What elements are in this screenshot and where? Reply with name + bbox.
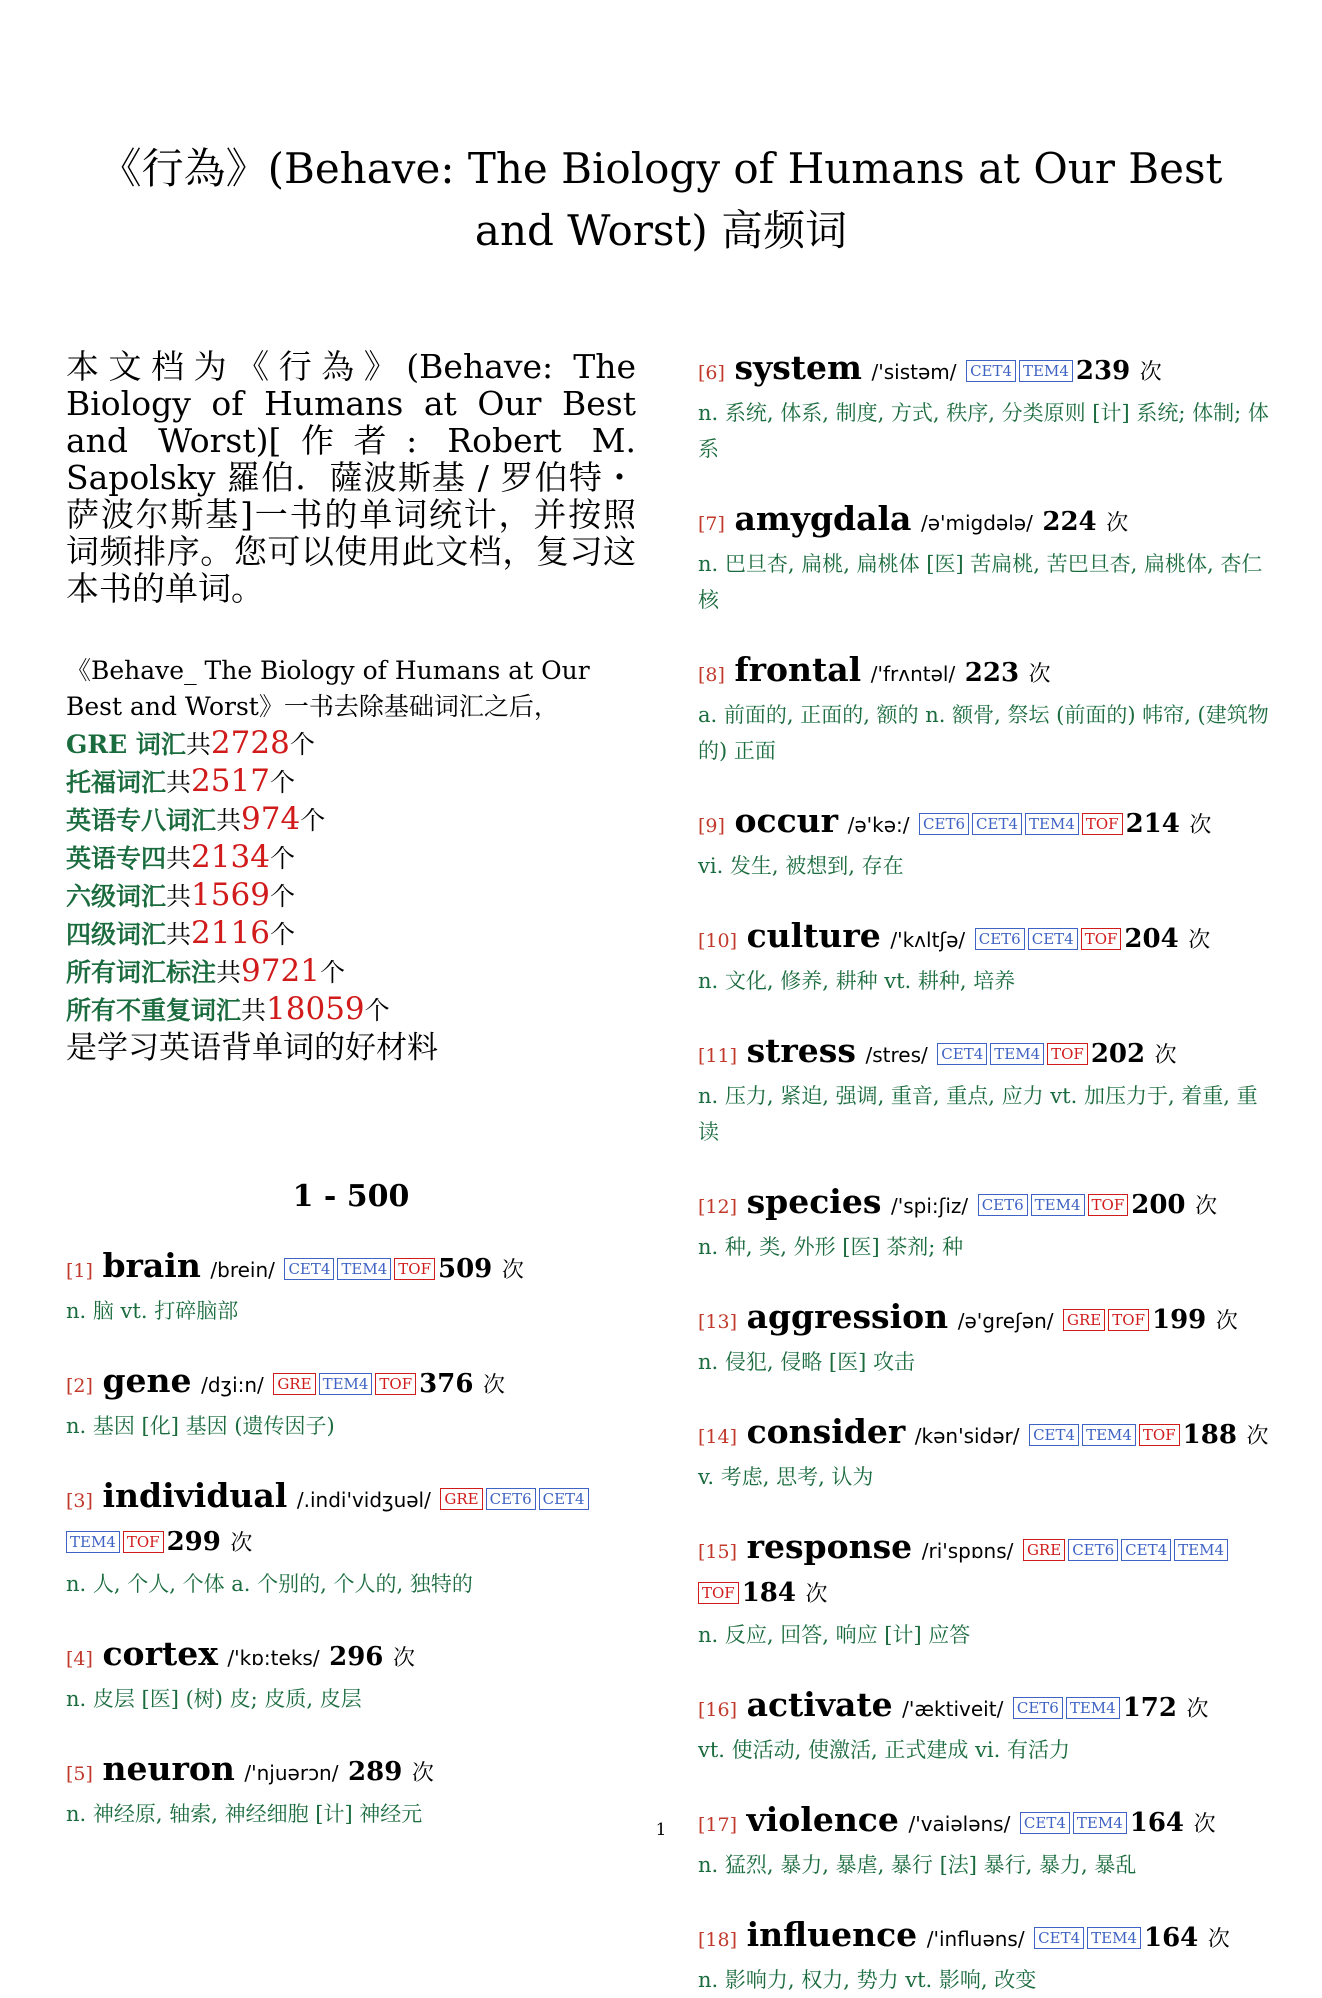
count-unit: 次 bbox=[1154, 1043, 1177, 1068]
entry-count: 184 bbox=[741, 1578, 796, 1608]
summary-count: 974 bbox=[241, 801, 301, 837]
summary-unit: 个 bbox=[364, 996, 390, 1025]
entry-definition: n. 猛烈, 暴力, 暴虐, 暴行 [法] 暴行, 暴力, 暴乱 bbox=[698, 1853, 1137, 1877]
summary-count: 18059 bbox=[266, 991, 365, 1027]
entry-phonetic: /.indi'vidʒuəl/ bbox=[296, 1488, 431, 1512]
entry-head bbox=[698, 801, 1272, 846]
level-tag: CET4 bbox=[1029, 1424, 1079, 1446]
word-entry bbox=[698, 801, 1272, 884]
level-tag: CET4 bbox=[1034, 1927, 1084, 1949]
summary-count: 9721 bbox=[241, 953, 320, 989]
entry-count: 509 bbox=[438, 1254, 493, 1284]
entry-count: 239 bbox=[1075, 356, 1131, 386]
entry-head bbox=[66, 1246, 636, 1291]
level-tag: CET4 bbox=[937, 1043, 987, 1065]
level-tag: TEM4 bbox=[1073, 1812, 1127, 1834]
summary-label: 所有不重复词汇 bbox=[66, 996, 242, 1025]
entry-head bbox=[698, 348, 1272, 393]
level-tag: CET4 bbox=[539, 1488, 589, 1510]
summary-label: 四级词汇 bbox=[66, 920, 167, 949]
page-title: 《行為》(Behave: The Biology of Humans at Our Best and Worst) 高频词 bbox=[99, 144, 1223, 255]
entry-definition: a. 前面的, 正面的, 额的 n. 额骨, 祭坛 (前面的) 帏帘, (建筑物的) 正面 bbox=[698, 703, 1269, 763]
word-entry bbox=[66, 1361, 636, 1444]
left-column bbox=[66, 348, 636, 1832]
word-entry bbox=[698, 1800, 1272, 1883]
entry-definition: n. 侵犯, 侵略 [医] 攻击 bbox=[698, 1350, 915, 1374]
entry-definition: n. 皮层 [医] (树) 皮; 皮质, 皮层 bbox=[66, 1687, 362, 1711]
summary-label: 英语专四 bbox=[66, 844, 167, 873]
count-unit: 次 bbox=[1246, 1424, 1269, 1449]
entry-count: 172 bbox=[1122, 1693, 1177, 1723]
entry-word: stress bbox=[746, 1031, 856, 1070]
summary-mid: 共 bbox=[166, 920, 192, 949]
summary-mid: 共 bbox=[216, 958, 242, 987]
entry-count: 224 bbox=[1042, 507, 1097, 537]
word-entry bbox=[66, 1634, 636, 1717]
entry-phonetic: /ri'spɒns/ bbox=[921, 1539, 1014, 1563]
word-entry bbox=[698, 499, 1272, 618]
count-unit: 次 bbox=[1195, 1194, 1218, 1219]
summary-label: GRE 词汇 bbox=[66, 730, 186, 759]
entry-head bbox=[698, 1412, 1272, 1457]
entry-head bbox=[698, 1031, 1272, 1076]
entry-phonetic: /'æktiveit/ bbox=[902, 1697, 1004, 1721]
entry-definition: n. 影响力, 权力, 势力 vt. 影响, 改变 bbox=[698, 1968, 1037, 1992]
summary-unit: 个 bbox=[269, 768, 295, 797]
summary-line bbox=[66, 725, 636, 763]
level-tag: TOF bbox=[1139, 1424, 1180, 1446]
level-tag: CET6 bbox=[978, 1194, 1028, 1216]
summary-label: 六级词汇 bbox=[66, 882, 167, 911]
entry-definition: n. 脑 vt. 打碎脑部 bbox=[66, 1299, 239, 1323]
entry-index: [13] bbox=[698, 1311, 738, 1333]
entry-phonetic: /'influəns/ bbox=[926, 1927, 1025, 1951]
summary-line bbox=[66, 801, 636, 839]
word-entry bbox=[698, 348, 1272, 467]
summary-line bbox=[66, 839, 636, 877]
entry-index: [5] bbox=[66, 1763, 93, 1785]
entry-phonetic: /stres/ bbox=[865, 1043, 928, 1067]
summary-unit: 个 bbox=[319, 958, 345, 987]
level-tag: CET6 bbox=[919, 813, 969, 835]
entry-phonetic: /'njuərɔn/ bbox=[244, 1761, 339, 1785]
summary-line bbox=[66, 953, 636, 991]
vocab-summary bbox=[66, 653, 636, 1067]
level-tag: CET6 bbox=[1013, 1697, 1063, 1719]
word-entry bbox=[698, 1527, 1272, 1653]
entry-index: [8] bbox=[698, 664, 725, 686]
summary-mid: 共 bbox=[216, 806, 242, 835]
entry-phonetic: /'kʌltʃə/ bbox=[890, 928, 966, 952]
word-entry bbox=[698, 916, 1272, 999]
count-unit: 次 bbox=[1193, 1812, 1216, 1837]
entry-index: [15] bbox=[698, 1541, 738, 1563]
summary-unit: 个 bbox=[269, 882, 295, 911]
entry-phonetic: /'vaiələns/ bbox=[908, 1812, 1011, 1836]
level-tag: CET4 bbox=[1020, 1812, 1070, 1834]
entry-head bbox=[66, 1749, 636, 1794]
level-tag: TOF bbox=[1082, 813, 1123, 835]
entry-index: [9] bbox=[698, 815, 725, 837]
summary-count: 1569 bbox=[191, 877, 270, 913]
level-tag: TOF bbox=[394, 1258, 435, 1280]
entry-index: [1] bbox=[66, 1260, 93, 1282]
entry-word: neuron bbox=[102, 1749, 235, 1788]
entry-count: 204 bbox=[1124, 924, 1179, 954]
level-tag: TEM4 bbox=[1082, 1424, 1136, 1446]
summary-mid: 共 bbox=[166, 768, 192, 797]
entry-definition: vi. 发生, 被想到, 存在 bbox=[698, 854, 904, 878]
summary-count: 2517 bbox=[191, 763, 270, 799]
count-unit: 次 bbox=[501, 1258, 524, 1283]
count-unit: 次 bbox=[230, 1531, 253, 1556]
entry-word: brain bbox=[102, 1246, 201, 1285]
entry-word: species bbox=[746, 1182, 882, 1221]
entries-left bbox=[66, 1246, 636, 1832]
entry-word: aggression bbox=[746, 1297, 949, 1336]
entry-head bbox=[698, 1915, 1272, 1960]
entry-definition: n. 文化, 修养, 耕种 vt. 耕种, 培养 bbox=[698, 969, 1016, 993]
entry-count: 214 bbox=[1125, 809, 1180, 839]
word-entry bbox=[698, 650, 1272, 769]
count-unit: 次 bbox=[1186, 1697, 1209, 1722]
right-column bbox=[698, 348, 1272, 1998]
entry-word: influence bbox=[746, 1915, 918, 1954]
word-entry bbox=[698, 1031, 1272, 1150]
summary-unit: 个 bbox=[300, 806, 326, 835]
count-unit: 次 bbox=[1189, 813, 1212, 838]
entry-word: gene bbox=[102, 1361, 192, 1400]
entry-phonetic: /'kɒ:teks/ bbox=[227, 1646, 320, 1670]
entry-phonetic: /ə'greʃən/ bbox=[957, 1309, 1054, 1333]
summary-count: 2116 bbox=[191, 915, 270, 951]
entries-right bbox=[698, 348, 1272, 1998]
level-tag: TOF bbox=[1081, 928, 1122, 950]
entry-phonetic: /dʒi:n/ bbox=[201, 1373, 264, 1397]
level-tag: GRE bbox=[1023, 1539, 1065, 1561]
level-tag: CET6 bbox=[975, 928, 1025, 950]
word-entry bbox=[66, 1476, 636, 1602]
level-tag: TOF bbox=[698, 1582, 739, 1604]
count-unit: 次 bbox=[1207, 1927, 1230, 1952]
entry-definition: n. 人, 个人, 个体 a. 个别的, 个人的, 独特的 bbox=[66, 1572, 473, 1596]
word-entry bbox=[66, 1246, 636, 1329]
count-unit: 次 bbox=[411, 1761, 434, 1786]
entry-phonetic: /'spi:ʃiz/ bbox=[890, 1194, 969, 1218]
count-unit: 次 bbox=[1188, 928, 1211, 953]
summary-line bbox=[66, 991, 636, 1029]
entry-count: 188 bbox=[1182, 1420, 1237, 1450]
entry-phonetic: /'sistəm/ bbox=[871, 360, 957, 384]
level-tag: TEM4 bbox=[1025, 813, 1079, 835]
entry-phonetic: /brein/ bbox=[210, 1258, 275, 1282]
entry-index: [7] bbox=[698, 513, 725, 535]
word-entry bbox=[698, 1297, 1272, 1380]
summary-mid: 共 bbox=[166, 882, 192, 911]
entry-count: 164 bbox=[1129, 1808, 1185, 1838]
entry-index: [17] bbox=[698, 1814, 738, 1836]
level-tag: TEM4 bbox=[1031, 1194, 1085, 1216]
level-tag: GRE bbox=[440, 1488, 482, 1510]
entry-definition: n. 巴旦杏, 扁桃, 扁桃体 [医] 苦扁桃, 苦巴旦杏, 扁桃体, 杏仁核 bbox=[698, 552, 1263, 612]
entry-word: frontal bbox=[734, 650, 862, 689]
entry-head bbox=[66, 1361, 636, 1406]
entry-phonetic: /ə'migdələ/ bbox=[920, 511, 1033, 535]
entry-count: 299 bbox=[166, 1527, 221, 1557]
summary-count: 2728 bbox=[210, 725, 290, 761]
level-tag: GRE bbox=[273, 1373, 315, 1395]
level-tag: CET4 bbox=[1028, 928, 1078, 950]
summary-line bbox=[66, 915, 636, 953]
level-tag: TEM4 bbox=[1174, 1539, 1228, 1561]
level-tag: GRE bbox=[1063, 1309, 1105, 1331]
entry-definition: n. 反应, 回答, 响应 [计] 应答 bbox=[698, 1623, 971, 1647]
entry-head bbox=[698, 499, 1272, 544]
entry-definition: n. 系统, 体系, 制度, 方式, 秩序, 分类原则 [计] 系统; 体制; 体系 bbox=[698, 401, 1269, 461]
entry-count: 223 bbox=[964, 658, 1020, 688]
count-unit: 次 bbox=[482, 1373, 505, 1398]
entry-definition: n. 神经原, 轴索, 神经细胞 [计] 神经元 bbox=[66, 1802, 423, 1826]
entry-index: [10] bbox=[698, 930, 738, 952]
level-tag: TEM4 bbox=[319, 1373, 373, 1395]
entry-index: [11] bbox=[698, 1045, 738, 1067]
word-entry bbox=[698, 1685, 1272, 1768]
summary-unit: 个 bbox=[289, 730, 315, 759]
count-unit: 次 bbox=[392, 1646, 415, 1671]
summary-mid: 共 bbox=[241, 996, 267, 1025]
word-entry bbox=[698, 1182, 1272, 1265]
level-tag: TOF bbox=[123, 1531, 164, 1553]
level-tag: TEM4 bbox=[66, 1531, 120, 1553]
summary-lead: 《Behave_ The Biology of Humans at Our Best and Worst》一书去除基础词汇之后， bbox=[66, 656, 590, 721]
level-tag: CET4 bbox=[972, 813, 1022, 835]
count-unit: 次 bbox=[1139, 360, 1162, 385]
entry-count: 199 bbox=[1151, 1305, 1207, 1335]
entry-word: cortex bbox=[102, 1634, 218, 1673]
level-tag: TOF bbox=[375, 1373, 416, 1395]
entry-definition: n. 种, 类, 外形 [医] 茶剂; 种 bbox=[698, 1235, 964, 1259]
entry-count: 296 bbox=[329, 1642, 384, 1672]
summary-unit: 个 bbox=[269, 920, 295, 949]
entry-word: occur bbox=[734, 801, 839, 840]
summary-label: 托福词汇 bbox=[66, 768, 167, 797]
entry-count: 376 bbox=[419, 1369, 474, 1399]
level-tag: TEM4 bbox=[1066, 1697, 1120, 1719]
word-entry bbox=[698, 1915, 1272, 1998]
entry-head bbox=[698, 1297, 1272, 1342]
entry-word: consider bbox=[746, 1412, 906, 1451]
entry-head bbox=[698, 916, 1272, 961]
entry-phonetic: /kən'sidər/ bbox=[914, 1424, 1020, 1448]
entry-index: [6] bbox=[698, 362, 725, 384]
entry-count: 289 bbox=[348, 1757, 403, 1787]
entry-word: amygdala bbox=[734, 499, 912, 538]
entry-index: [3] bbox=[66, 1490, 93, 1512]
level-tag: TOF bbox=[1088, 1194, 1129, 1216]
level-tag: CET6 bbox=[486, 1488, 536, 1510]
entry-head bbox=[698, 1685, 1272, 1730]
count-unit: 次 bbox=[1215, 1309, 1238, 1334]
count-unit: 次 bbox=[1106, 511, 1129, 536]
summary-lines bbox=[66, 725, 636, 1029]
entry-head bbox=[698, 1182, 1272, 1227]
level-tag: CET4 bbox=[966, 360, 1016, 382]
page-number: 1 bbox=[655, 1820, 667, 1840]
summary-mid: 共 bbox=[185, 730, 211, 759]
entry-index: [12] bbox=[698, 1196, 738, 1218]
entry-definition: n. 压力, 紧迫, 强调, 重音, 重点, 应力 vt. 加压力于, 着重, 重读 bbox=[698, 1084, 1258, 1144]
summary-mid: 共 bbox=[166, 844, 192, 873]
level-tag: TEM4 bbox=[337, 1258, 391, 1280]
summary-unit: 个 bbox=[269, 844, 295, 873]
entry-word: response bbox=[746, 1527, 913, 1566]
entry-head bbox=[698, 1527, 1272, 1615]
entry-word: system bbox=[734, 348, 862, 387]
entry-head bbox=[66, 1476, 636, 1564]
level-tag: TOF bbox=[1047, 1043, 1088, 1065]
count-unit: 次 bbox=[1028, 662, 1051, 687]
entry-index: [18] bbox=[698, 1929, 738, 1951]
level-tag: TOF bbox=[1108, 1309, 1149, 1331]
entry-word: violence bbox=[746, 1800, 899, 1839]
level-tag: CET4 bbox=[284, 1258, 334, 1280]
count-unit: 次 bbox=[805, 1582, 828, 1607]
summary-count: 2134 bbox=[191, 839, 270, 875]
entry-head bbox=[66, 1634, 636, 1679]
word-entry bbox=[698, 1412, 1272, 1495]
entry-word: culture bbox=[746, 916, 881, 955]
entry-definition: n. 基因 [化] 基因 (遗传因子) bbox=[66, 1414, 335, 1438]
intro-paragraph: 本文档为《行為》(Behave: The Biology of Humans at Our Best and Worst)[作者: Robert M. Sapolsky 羅伯．薩波斯基 / 罗伯特・萨波尔斯基]一书的单词统计，并按照词频排序。您可以使用此文档，复习这本书的单词。 bbox=[66, 347, 636, 608]
entry-definition: vt. 使活动, 使激活, 正式建成 vi. 有活力 bbox=[698, 1738, 1070, 1762]
entry-phonetic: /ə'kə:/ bbox=[847, 813, 910, 837]
entry-count: 200 bbox=[1131, 1190, 1186, 1220]
level-tag: CET6 bbox=[1068, 1539, 1118, 1561]
level-tag: CET4 bbox=[1121, 1539, 1171, 1561]
entry-phonetic: /'frʌntəl/ bbox=[870, 662, 956, 686]
summary-label: 英语专八词汇 bbox=[66, 806, 217, 835]
summary-line bbox=[66, 763, 636, 801]
entry-index: [4] bbox=[66, 1648, 93, 1670]
entry-definition: v. 考虑, 思考, 认为 bbox=[698, 1465, 874, 1489]
summary-label: 所有词汇标注 bbox=[66, 958, 217, 987]
entry-count: 202 bbox=[1090, 1039, 1146, 1069]
entry-word: activate bbox=[746, 1685, 893, 1724]
entry-word: individual bbox=[102, 1476, 288, 1515]
range-heading: 1 - 500 bbox=[292, 1179, 410, 1214]
summary-line bbox=[66, 877, 636, 915]
entry-index: [16] bbox=[698, 1699, 738, 1721]
level-tag: TEM4 bbox=[990, 1043, 1044, 1065]
level-tag: TEM4 bbox=[1019, 360, 1073, 382]
entry-index: [2] bbox=[66, 1375, 93, 1397]
level-tag: TEM4 bbox=[1087, 1927, 1141, 1949]
entry-head bbox=[698, 650, 1272, 695]
entry-index: [14] bbox=[698, 1426, 738, 1448]
summary-closing: 是学习英语背单词的好材料 bbox=[66, 1030, 438, 1066]
entry-count: 164 bbox=[1143, 1923, 1199, 1953]
